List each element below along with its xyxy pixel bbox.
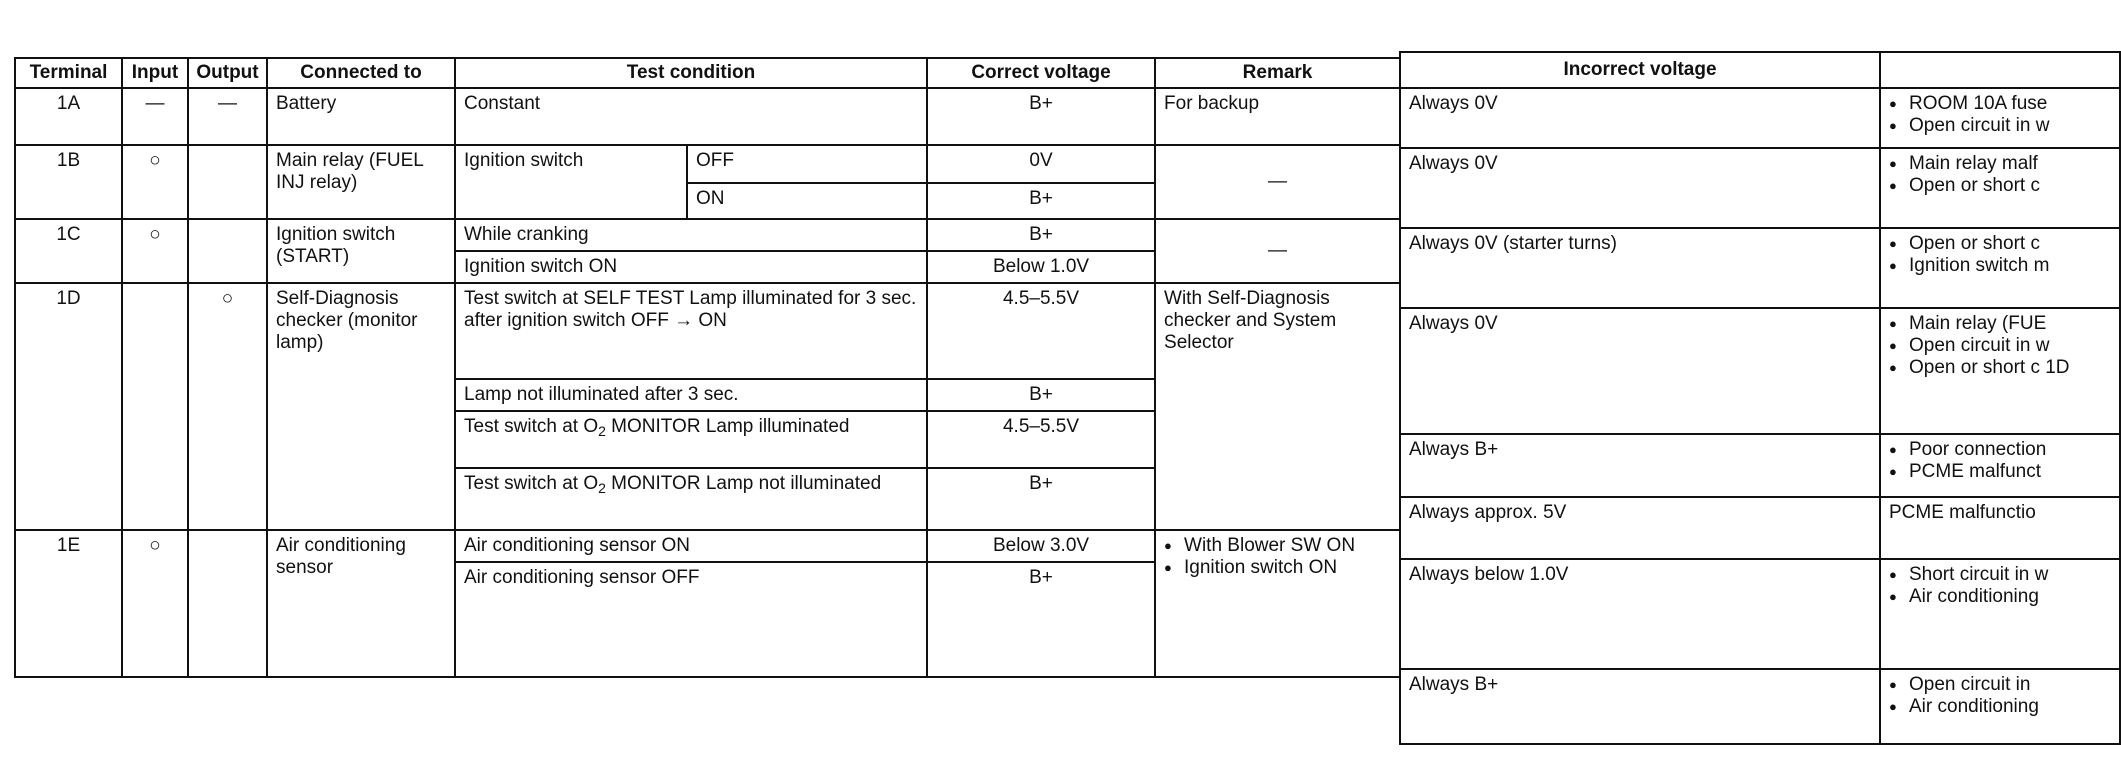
cause-list xyxy=(1889,153,2111,197)
condition-text-part: MONITOR Lamp not illuminated xyxy=(605,473,882,494)
cause-list xyxy=(1889,564,2111,608)
voltage-cell: 0V xyxy=(927,145,1155,183)
connected-cell: Battery xyxy=(267,88,455,145)
header-remark: Remark xyxy=(1155,58,1400,88)
table-row xyxy=(1400,148,2120,228)
table-row xyxy=(1400,669,2120,744)
list-item: ● Main relay (FUE xyxy=(1889,313,2111,335)
connected-cell: Ignition switch (START) xyxy=(267,219,455,283)
list-item: ● Ignition switch m xyxy=(1889,255,2111,277)
remark-cell: With Self-Diagnosis checker and System Selector xyxy=(1155,283,1400,530)
cause-list xyxy=(1889,93,2111,137)
table-row xyxy=(15,530,1400,562)
output-cell: — xyxy=(188,88,267,145)
table-row xyxy=(15,283,1400,379)
list-item: ● ROOM 10A fuse xyxy=(1889,93,2111,115)
input-cell xyxy=(122,283,188,530)
input-cell: ○ xyxy=(122,145,188,219)
terminal-cell: 1B xyxy=(15,145,122,219)
voltage-cell: B+ xyxy=(927,88,1155,145)
cause-cell xyxy=(1880,88,2120,148)
table-row xyxy=(1400,308,2120,434)
input-cell: ○ xyxy=(122,219,188,283)
list-item: ● Open or short c 1D xyxy=(1889,357,2111,379)
table-row xyxy=(1400,434,2120,497)
remark-cell: — xyxy=(1155,145,1400,219)
list-item: ● Air conditioning xyxy=(1889,696,2111,718)
condition-cell: Constant xyxy=(455,88,927,145)
input-cell: — xyxy=(122,88,188,145)
list-item: ● Ignition switch ON xyxy=(1164,557,1391,579)
cause-cell xyxy=(1880,434,2120,497)
voltage-cell: B+ xyxy=(927,468,1155,530)
output-cell xyxy=(188,530,267,677)
cause-list xyxy=(1889,439,2111,483)
voltage-cell: Below 3.0V xyxy=(927,530,1155,562)
list-item: ● Short circuit in w xyxy=(1889,564,2111,586)
list-item: ● Main relay malf xyxy=(1889,153,2111,175)
terminal-cell: 1D xyxy=(15,283,122,530)
cause-list xyxy=(1889,674,2111,718)
list-item: ● Poor connection xyxy=(1889,439,2111,461)
list-item: ● Open or short c xyxy=(1889,175,2111,197)
incorrect-voltage-cell: Always approx. 5V xyxy=(1400,497,1880,559)
input-cell: ○ xyxy=(122,530,188,677)
incorrect-voltage-cell: Always 0V xyxy=(1400,148,1880,228)
table-row xyxy=(1400,559,2120,669)
incorrect-voltage-cell: Always 0V (starter turns) xyxy=(1400,228,1880,308)
connected-cell: Self-Diagnosis checker (monitor lamp) xyxy=(267,283,455,530)
connected-cell: Main relay (FUEL INJ relay) xyxy=(267,145,455,219)
remark-cell xyxy=(1155,530,1400,677)
table-row xyxy=(1400,228,2120,308)
terminal-cell: 1A xyxy=(15,88,122,145)
output-cell: ○ xyxy=(188,283,267,530)
condition-cell: Ignition switch ON xyxy=(455,251,927,283)
subscript-text: 2 xyxy=(598,480,606,496)
terminal-cell: 1C xyxy=(15,219,122,283)
condition-on-cell: ON xyxy=(687,183,927,219)
remark-cell: — xyxy=(1155,219,1400,283)
condition-text-part: Test switch at O xyxy=(464,416,599,437)
incorrect-voltage-cell: Always below 1.0V xyxy=(1400,559,1880,669)
cause-cell xyxy=(1880,559,2120,669)
condition-cell: Air conditioning sensor ON xyxy=(455,530,927,562)
table-row xyxy=(15,145,1400,183)
list-item: ● Air conditioning xyxy=(1889,586,2111,608)
voltage-cell: 4.5–5.5V xyxy=(927,411,1155,468)
cause-cell xyxy=(1880,669,2120,744)
condition-cell: Ignition switch xyxy=(455,145,687,219)
incorrect-voltage-cell: Always B+ xyxy=(1400,669,1880,744)
header-output: Output xyxy=(188,58,267,88)
header-test-condition: Test condition xyxy=(455,58,927,88)
list-item: ● Open circuit in w xyxy=(1889,335,2111,357)
voltage-cell: B+ xyxy=(927,379,1155,411)
cause-cell xyxy=(1880,228,2120,308)
terminal-cell: 1E xyxy=(15,530,122,677)
cause-cell: PCME malfunctio xyxy=(1880,497,2120,559)
table-row xyxy=(15,219,1400,251)
header-connected-to: Connected to xyxy=(267,58,455,88)
remark-list xyxy=(1164,535,1391,579)
condition-cell xyxy=(455,468,927,530)
incorrect-voltage-cell: Always 0V xyxy=(1400,308,1880,434)
header-correct-voltage: Correct voltage xyxy=(927,58,1155,88)
voltage-cell: Below 1.0V xyxy=(927,251,1155,283)
output-cell xyxy=(188,145,267,219)
incorrect-voltage-table xyxy=(1399,51,2121,745)
header-incorrect-voltage: Incorrect voltage xyxy=(1400,52,1880,88)
header-row xyxy=(15,58,1400,88)
subscript-text: 2 xyxy=(598,423,606,439)
condition-text-part: Test switch at O xyxy=(464,473,599,494)
incorrect-voltage-cell: Always 0V xyxy=(1400,88,1880,148)
condition-cell: Test switch at SELF TEST Lamp illuminated for 3 sec. after ignition switch OFF → ON xyxy=(455,283,927,379)
voltage-cell: B+ xyxy=(927,562,1155,677)
condition-cell: Lamp not illuminated after 3 sec. xyxy=(455,379,927,411)
list-item: ● Open circuit in w xyxy=(1889,115,2111,137)
list-item: ● With Blower SW ON xyxy=(1164,535,1391,557)
cause-cell xyxy=(1880,148,2120,228)
condition-text-part: MONITOR Lamp illuminated xyxy=(605,416,850,437)
voltage-cell: B+ xyxy=(927,219,1155,251)
list-item: ● Open circuit in xyxy=(1889,674,2111,696)
cause-cell xyxy=(1880,308,2120,434)
condition-cell: Air conditioning sensor OFF xyxy=(455,562,927,677)
list-item: ● PCME malfunct xyxy=(1889,461,2111,483)
terminal-voltage-table xyxy=(14,57,1401,678)
header-row xyxy=(1400,52,2120,88)
remark-cell: For backup xyxy=(1155,88,1400,145)
list-item: ● Open or short c xyxy=(1889,233,2111,255)
cause-list xyxy=(1889,233,2111,277)
cause-list xyxy=(1889,313,2111,379)
table-row xyxy=(15,88,1400,145)
header-terminal: Terminal xyxy=(15,58,122,88)
condition-cell: While cranking xyxy=(455,219,927,251)
voltage-cell: 4.5–5.5V xyxy=(927,283,1155,379)
table-row xyxy=(1400,497,2120,559)
header-possible-cause xyxy=(1880,52,2120,88)
table-row xyxy=(1400,88,2120,148)
condition-off-cell: OFF xyxy=(687,145,927,183)
condition-cell xyxy=(455,411,927,468)
connected-cell: Air conditioning sensor xyxy=(267,530,455,677)
incorrect-voltage-cell: Always B+ xyxy=(1400,434,1880,497)
header-input: Input xyxy=(122,58,188,88)
voltage-cell: B+ xyxy=(927,183,1155,219)
output-cell xyxy=(188,219,267,283)
